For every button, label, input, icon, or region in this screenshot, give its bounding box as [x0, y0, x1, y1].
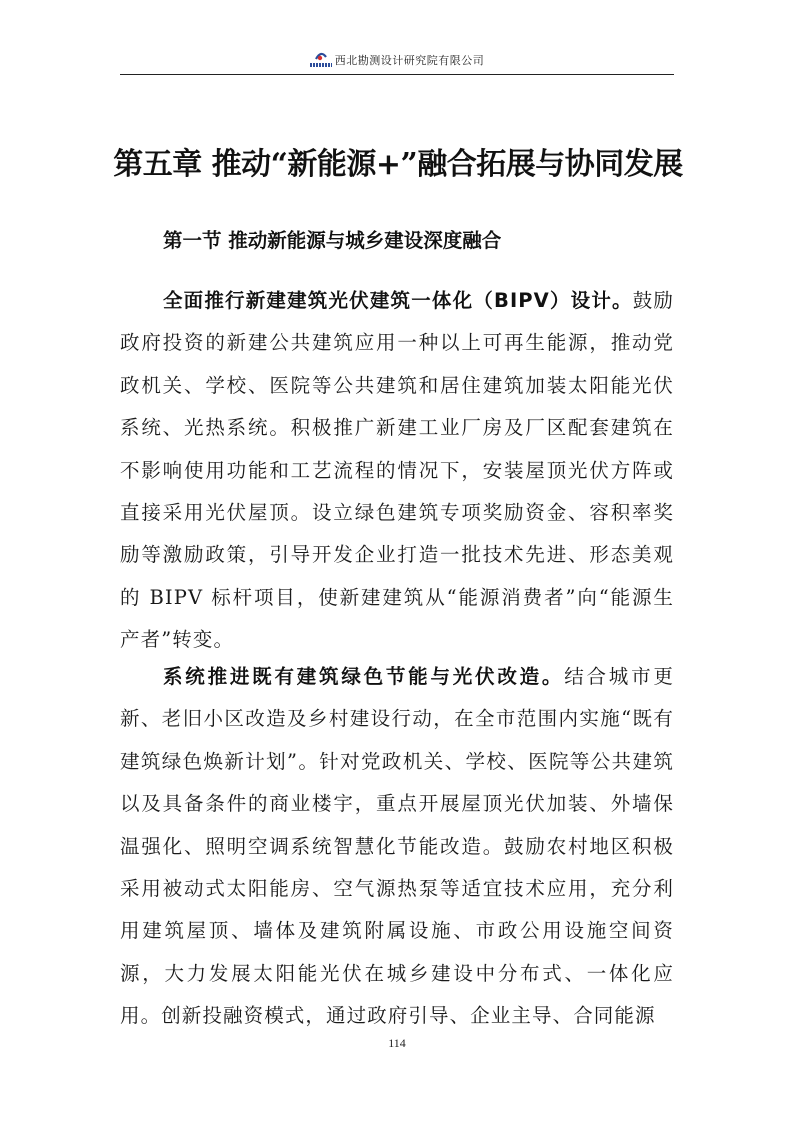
power-china-logo-icon	[310, 52, 332, 70]
page-number: 114	[388, 1036, 406, 1050]
logo-mark-icon	[314, 52, 328, 62]
header-content	[120, 52, 674, 70]
logo-wordmark	[310, 63, 332, 67]
paragraph-bipv	[120, 280, 674, 662]
page-header	[120, 52, 674, 75]
paragraph-heading: 全面推行新建建筑光伏建筑一体化（BIPV）设计。	[163, 289, 633, 312]
section-title: 第一节 推动新能源与城乡建设深度融合	[163, 229, 502, 252]
paragraph-body: 结合城市更新、老旧小区改造及乡村建设行动，在全市范围内实施“既有建筑绿色焕新计划”。针对党政机关、学校、医院等公共建筑以及具备条件的商业楼宇，重点开展屋顶光伏加装、外墙保温强化、照明空调系统智慧化节能改造。鼓励农村地区积极采用被动式太阳能房、空气源热泵等适宜技术应用，充分利用建筑屋顶、墙体及建筑附属设施、市政公用设施空间资源，大力发展太阳能光伏在城乡建设中分布式、一体化应用。创新投融资模式，通过政府引导、企业主导、合同能源	[120, 665, 674, 1028]
chapter-title: 第五章 推动“新能源+”融合拓展与协同发展	[113, 147, 683, 182]
paragraph-retrofit	[120, 656, 674, 1038]
paragraph-body: 鼓励政府投资的新建公共建筑应用一种以上可再生能源，推动党政机关、学校、医院等公共建筑和居住建筑加装太阳能光伏系统、光热系统。积极推广新建工业厂房及厂区配套建筑在不影响使用功能和工艺流程的情况下，安装屋顶光伏方阵或直接采用光伏屋顶。设立绿色建筑专项奖励资金、容积率奖励等激励政策，引导开发企业打造一批技术先进、形态美观的 BIPV 标杆项目，使新建建筑从“能源消费者”向“能源生产者”转变。	[120, 289, 675, 652]
company-name: 西北勘测设计研究院有限公司	[334, 54, 485, 67]
paragraph-heading: 系统推进既有建筑绿色节能与光伏改造。	[163, 665, 565, 688]
